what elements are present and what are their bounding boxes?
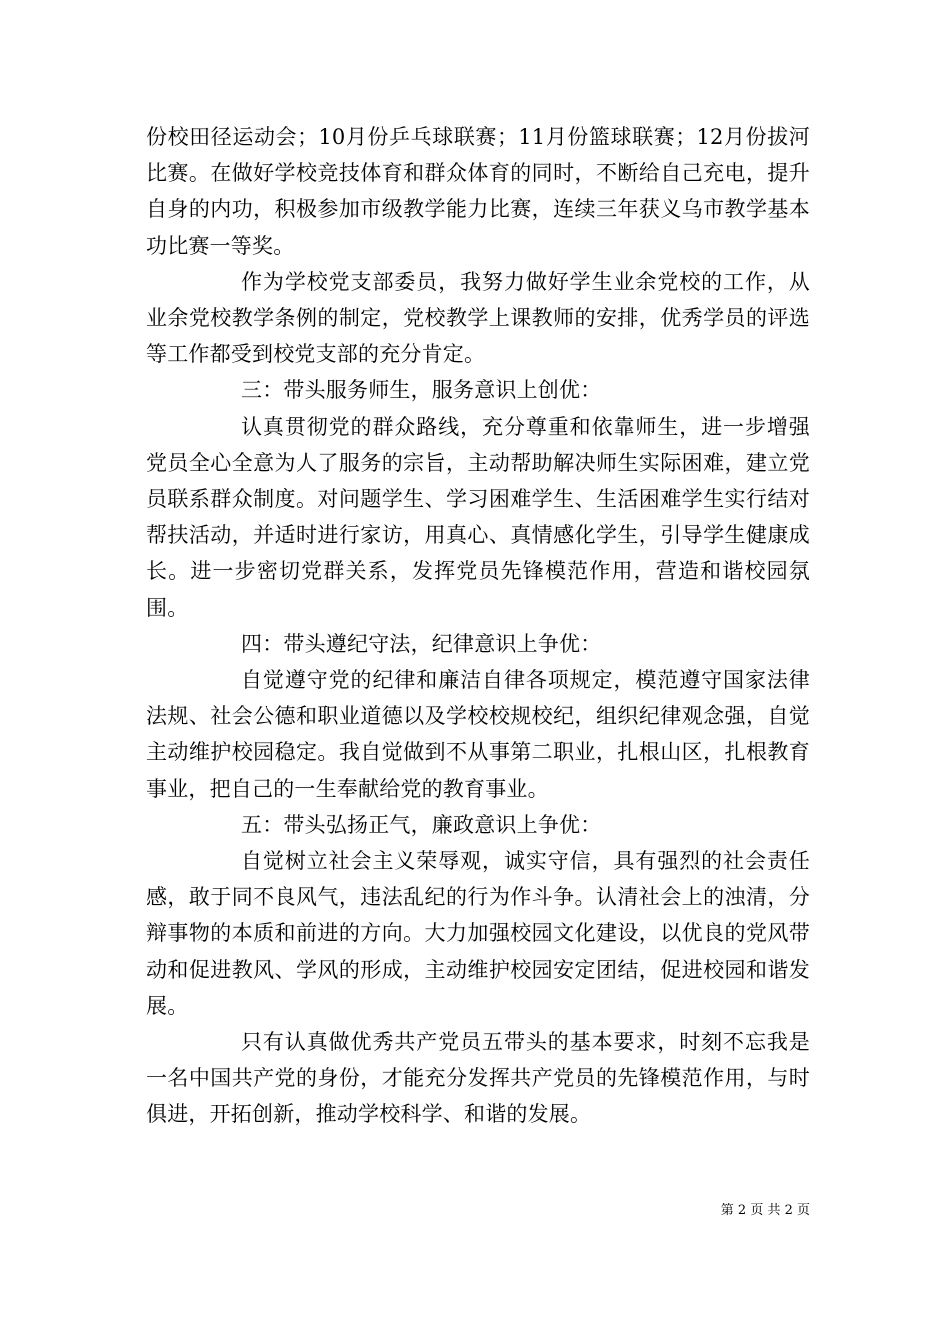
paragraph-party-school: 作为学校党支部委员，我努力做好学生业余党校的工作，从业余党校教学条例的制定，党校教学上课教师的安排，优秀学员的评选等工作都受到校党支部的充分肯定。 — [146, 269, 810, 367]
section-heading-four: 四：带头遵纪守法，纪律意识上争优： — [241, 631, 602, 656]
paragraph-discipline: 自觉遵守党的纪律和廉洁自律各项规定，模范遵守国家法律法规、社会公德和职业道德以及学校校规校纪，组织纪律观念强，自觉主动维护校园稳定。我自觉做到不从事第二职业，扎根山区，扎根教育事业，把自己的一生奉献给党的教育事业。 — [146, 668, 810, 801]
paragraph-conclusion: 只有认真做优秀共产党员五带头的基本要求，时刻不忘我是一名中国共产党的身份，才能充分发挥共产党员的先锋模范作用，与时俱进，开拓创新，推动学校科学、和谐的发展。 — [146, 1030, 810, 1127]
section-heading-three: 三：带头服务师生，服务意识上创优： — [241, 378, 602, 403]
section-heading-five: 五：带头弘扬正气，廉政意识上争优： — [241, 812, 602, 837]
body-text — [146, 119, 810, 1133]
paragraph-serve-students: 认真贯彻党的群众路线，充分尊重和依靠师生，进一步增强党员全心全意为人了服务的宗旨，主动帮助解决师生实际困难，建立党员联系群众制度。对问题学生、学习困难学生、生活困难学生实行结对帮扶活动，并适时进行家访，用真心、真情感化学生，引导学生健康成长。进一步密切党群关系，发挥党员先锋模范作用，营造和谐校园氛围。 — [146, 414, 810, 620]
page-number-footer: 第 2 页 共 2 页 — [720, 1203, 810, 1218]
paragraph-continuation: 份校田径运动会；10月份乒乓球联赛；11月份篮球联赛；12月份拔河比赛。在做好学校竞技体育和群众体育的同时，不断给自己充电，提升自身的内功，积极参加市级教学能力比赛，连续三年获义乌市教学基本功比赛一等奖。 — [146, 125, 810, 258]
paragraph-integrity: 自觉树立社会主义荣辱观，诚实守信，具有强烈的社会责任感，敢于同不良风气，违法乱纪的行为作斗争。认清社会上的浊清，分辩事物的本质和前进的方向。大力加强校园文化建设，以优良的党风带动和促进教风、学风的形成，主动维护校园安定团结，促进校园和谐发展。 — [146, 849, 810, 1018]
